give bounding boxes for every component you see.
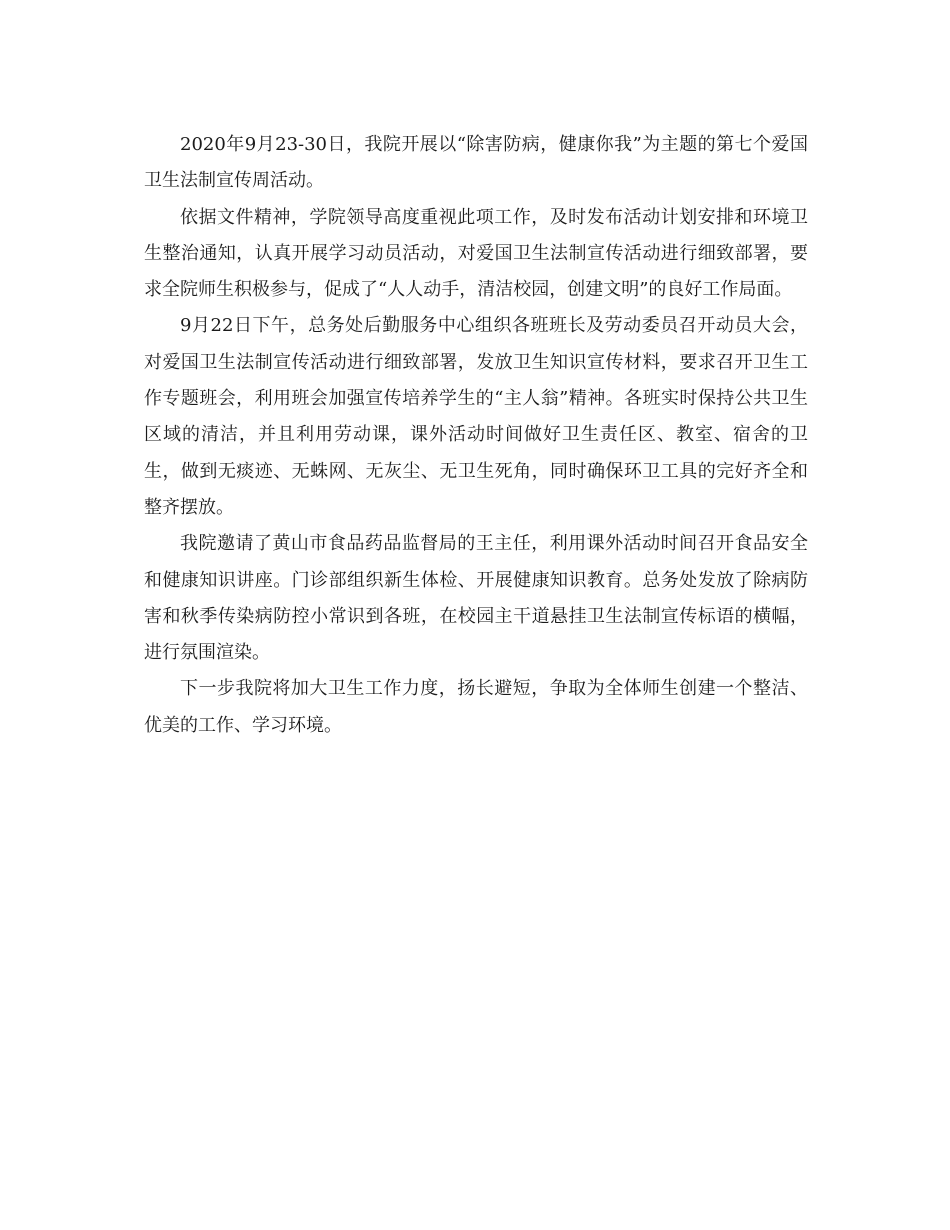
paragraph-5: 下一步我院将加大卫生工作力度，扬长避短，争取为全体师生创建一个整洁、优美的工作、学习环境。 <box>144 678 808 736</box>
document-body <box>144 127 808 744</box>
paragraph-2: 依据文件精神，学院领导高度重视此项工作，及时发布活动计划安排和环境卫生整治通知，认真开展学习动员活动，对爱国卫生法制宣传活动进行细致部署，要求全院师生积极参与，促成了“人人动手，清洁校园，创建文明”的良好工作局面。 <box>144 206 808 301</box>
paragraph-1: 2020年9月23-30日，我院开展以“除害防病，健康你我”为主题的第七个爱国卫生法制宣传周活动。 <box>144 134 808 192</box>
paragraph-4: 我院邀请了黄山市食品药品监督局的王主任，利用课外活动时间召开食品安全和健康知识讲座。门诊部组织新生体检、开展健康知识教育。总务处发放了除病防害和秋季传染病防控小常识到各班，在校园主干道悬挂卫生法制宣传标语的横幅，进行氛围渲染。 <box>144 533 808 664</box>
paragraph-3: 9月22日下午，总务处后勤服务中心组织各班班长及劳动委员召开动员大会，对爱国卫生法制宣传活动进行细致部署，发放卫生知识宣传材料，要求召开卫生工作专题班会，利用班会加强宣传培养学生的“主人翁”精神。各班实时保持公共卫生区域的清洁，并且利用劳动课，课外活动时间做好卫生责任区、教室、宿舍的卫生，做到无痰迹、无蛛网、无灰尘、无卫生死角，同时确保环卫工具的完好齐全和整齐摆放。 <box>144 315 808 518</box>
